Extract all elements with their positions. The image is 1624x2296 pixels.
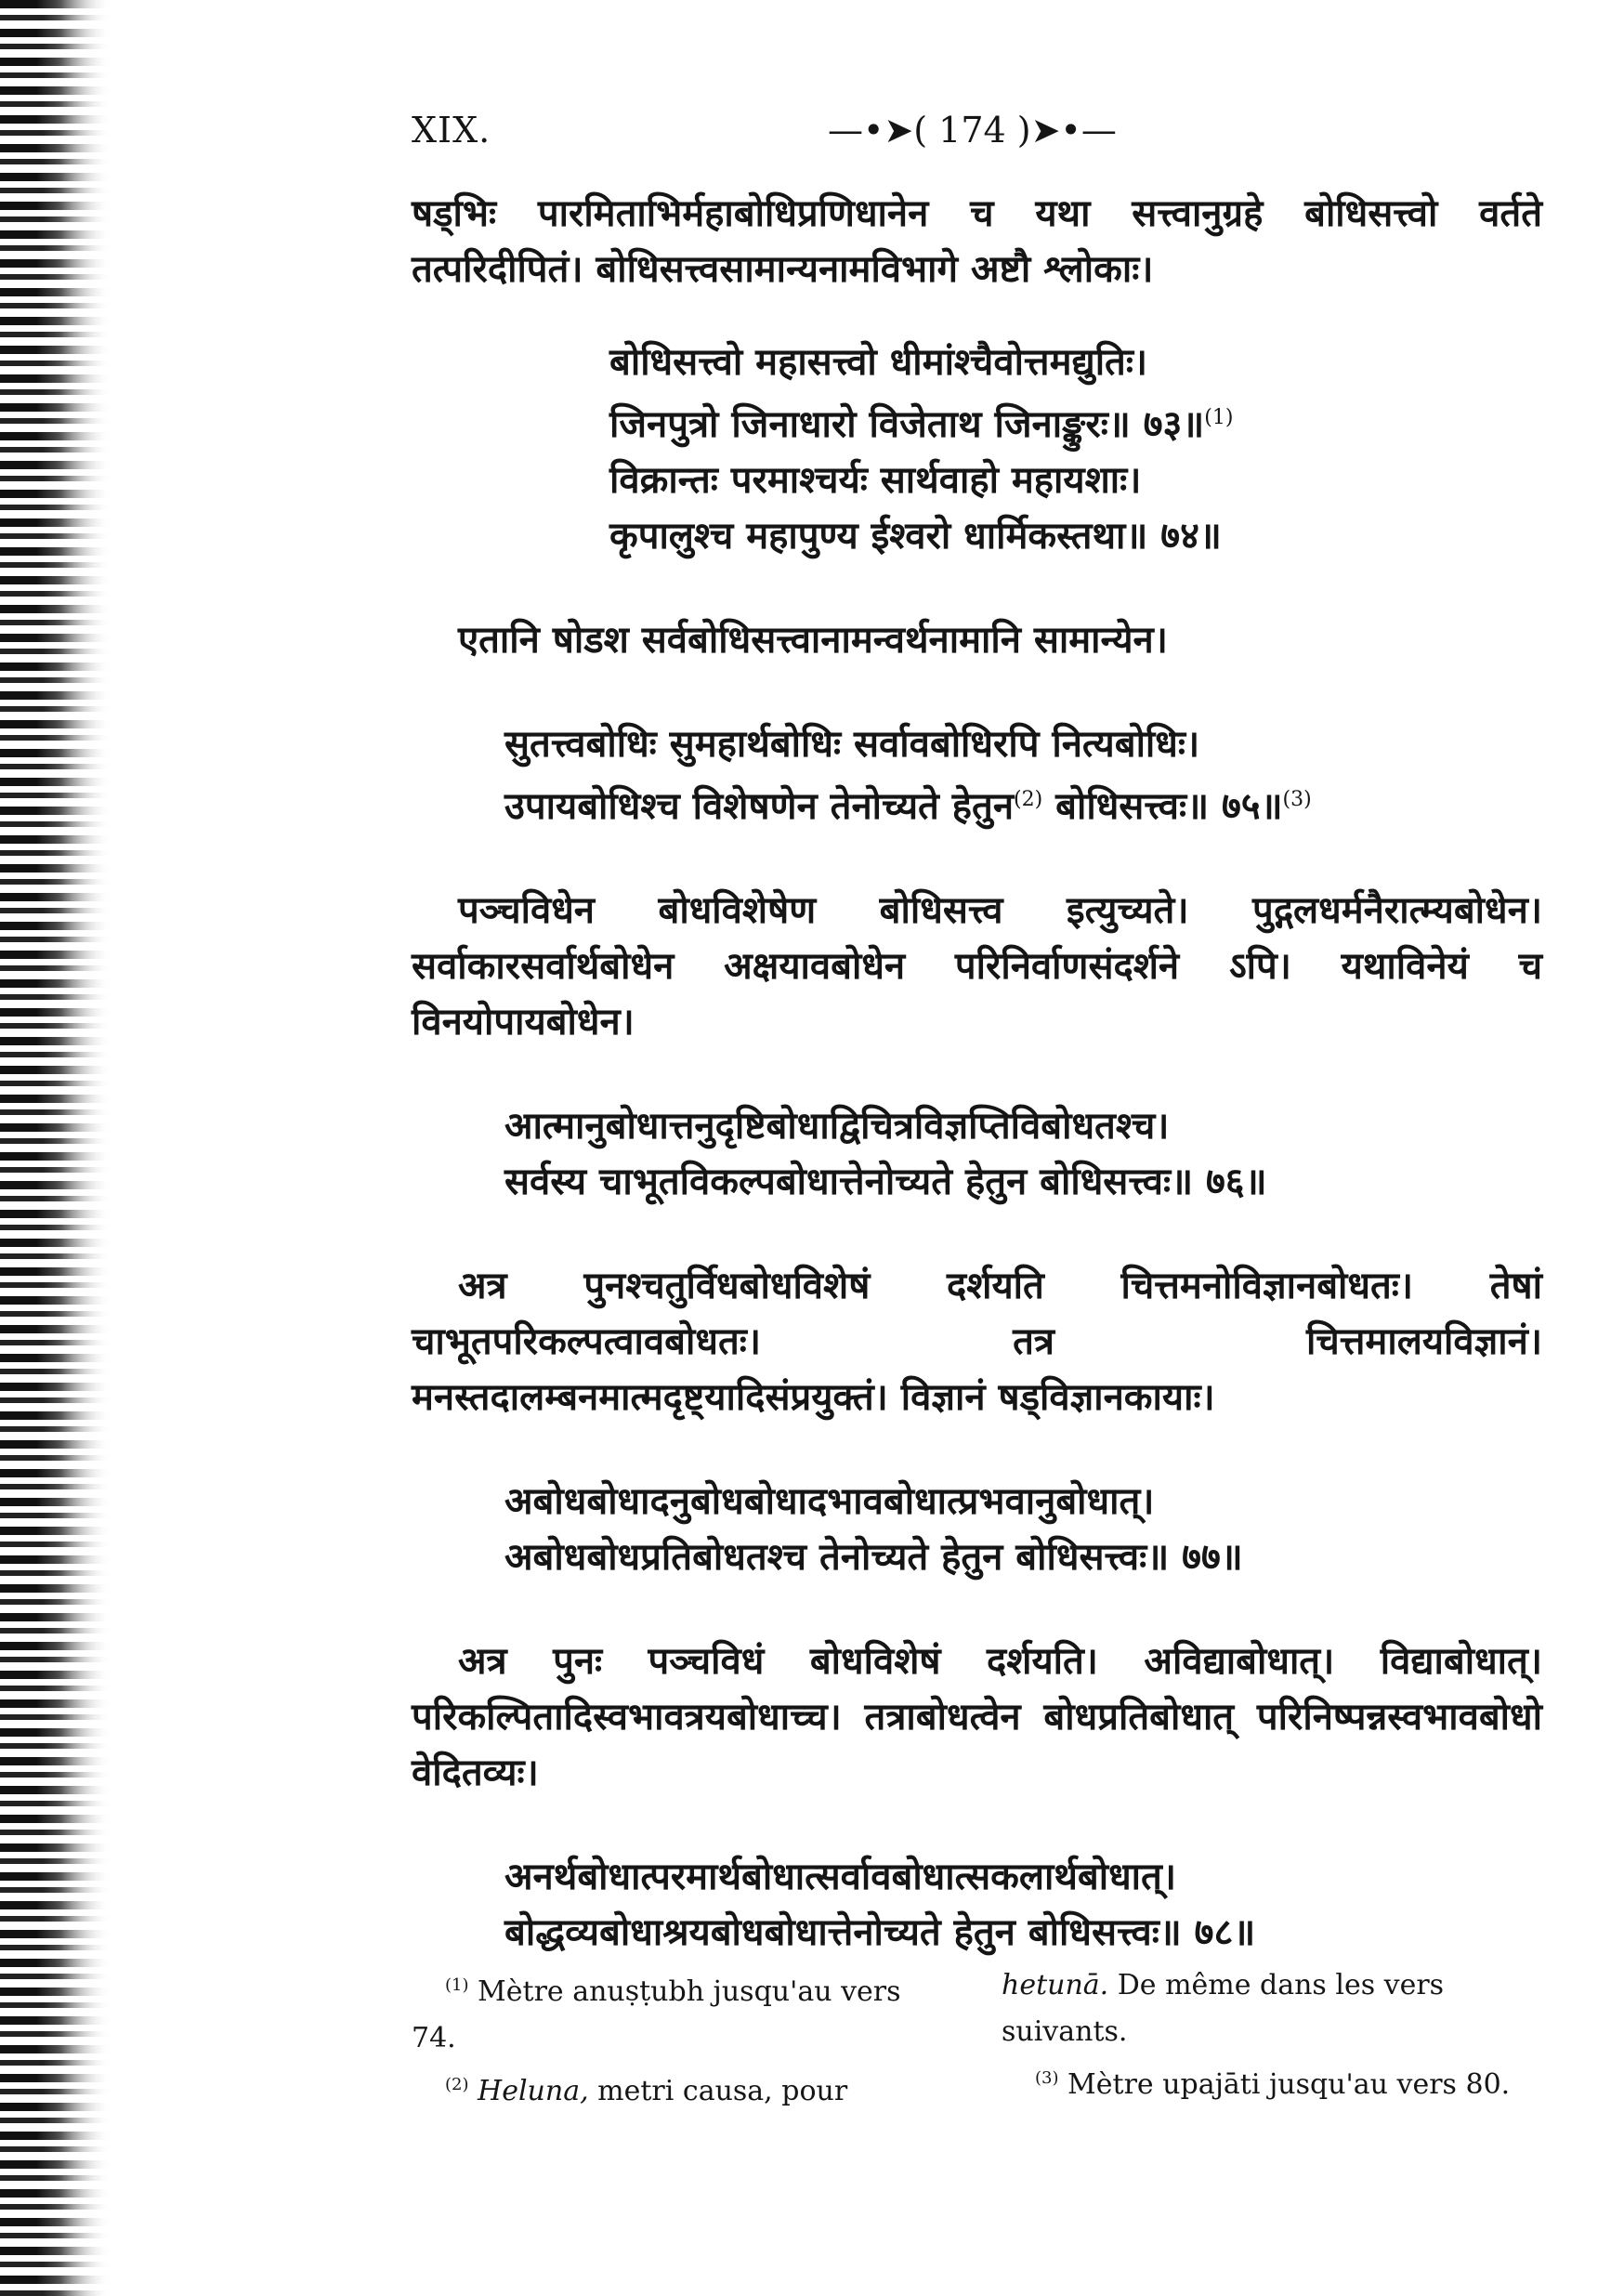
verse-line: विक्रान्तः परमाश्चर्यः सार्थवाहो महायशाः। (609, 459, 1142, 502)
verse-line: बोद्धव्यबोधाश्रयबोधबोधात्तेनोच्यते हेतुन बोधिसत्त्वः॥ ७८॥ (504, 1911, 1256, 1954)
footnote-3 (1002, 2055, 1540, 2108)
footnote-2-cont-term: hetunā. (1002, 1969, 1109, 2001)
footnote-2-continued (1002, 1962, 1540, 2055)
footnote-marker: (2) (1014, 788, 1043, 811)
footnote-1-mark: (1) (445, 1975, 469, 1995)
verse-block (412, 1474, 1542, 1585)
footnote-1 (412, 1962, 950, 2062)
verse-block (412, 1849, 1542, 1961)
prose-paragraph: अत्र पुनः पञ्चविधं बोधविशेषं दर्शयति। अविद्याबोधात्। विद्याबोधात्। परिकल्पितादिस्वभावत्रयबोधाच्च। तत्राबोधत्वेन बोधप्रतिबोधात् परिनिष्पन्नस्वभावबोधो वेदितव्यः। (412, 1640, 1542, 1794)
verse-line: सुतत्त्वबोधिः सुमहार्थबोधिः सर्वावबोधिरपि नित्यबोधिः। (504, 723, 1200, 766)
verse-line: आत्मानुबोधात्तनुदृष्टिबोधाद्विचित्रविज्ञप्तिविबोधतश्च। (504, 1105, 1170, 1148)
footnote-1-text: Mètre anuṣṭubh jusqu'au vers 74. (412, 1975, 901, 2054)
page-header (412, 110, 1542, 165)
footnote-marker: (1) (1204, 406, 1234, 429)
prose-paragraph: पञ्चविधेन बोधविशेषेण बोधिसत्त्व इत्युच्यते। पुद्गलधर्मनैरात्म्यबोधेन। सर्वाकारसर्वार्थबोधेन अक्षयावबोधेन परिनिर्वाणसंदर्शने ऽपि। यथाविनेयं च विनयोपायबोधेन। (412, 889, 1542, 1043)
verse-block (412, 1098, 1542, 1210)
verse-line: अनर्थबोधात्परमार्थबोधात्सर्वावबोधात्सकलार्थबोधात्। (504, 1856, 1176, 1898)
verse-line: जिनपुत्रो जिनाधारो विजेताथ जिनाङ्कुरः॥ ७३॥$^{(1)}$ (609, 403, 1234, 446)
prose-paragraph: षड्भिः पारमिताभिर्महाबोधिप्रणिधानेन च यथा सत्त्वानुग्रहे बोधिसत्त्वो वर्तते तत्परिदीपितं। बोधिसत्त्वसामान्यनामविभागे अष्टौ श्लोकाः। (412, 192, 1542, 291)
footnote-2-text: metri causa, pour (588, 2075, 848, 2107)
verse-line: सर्वस्य चाभूतविकल्पबोधात्तेनोच्यते हेतुन बोधिसत्त्वः॥ ७६॥ (504, 1161, 1267, 1203)
footnotes (412, 1962, 1542, 2139)
verse-block (412, 335, 1542, 564)
footnote-2-mark: (2) (445, 2075, 469, 2094)
footnote-2-term: Heluna, (478, 2075, 589, 2107)
page-body (412, 186, 1542, 1961)
footnote-3-text: Mètre upajāti jusqu'au vers 80. (1058, 2068, 1511, 2101)
verse-line: अबोधबोधादनुबोधबोधादभावबोधात्प्रभवानुबोधात्। (504, 1480, 1155, 1523)
page-number: —•➤( 174 )➤•— (828, 110, 1117, 151)
footnote-column-left (412, 1962, 950, 2115)
verse-block (412, 716, 1542, 834)
footnote-marker: (3) (1282, 788, 1312, 811)
prose-paragraph: एतानि षोडश सर्वबोधिसत्त्वानामन्वर्थनामानि सामान्येन। (458, 619, 1168, 662)
footnote-2-cont-text: De même dans les vers suivants. (1002, 1969, 1445, 2048)
verse-line: उपायबोधिश्च विशेषणेन तेनोच्यते हेतुन$^{(2)}$ बोधिसत्त्वः॥ ७५॥$^{(3)}$ (504, 785, 1312, 828)
footnote-3-mark: (3) (1035, 2068, 1059, 2088)
verse-line: कृपालुश्च महापुण्य ईश्वरो धार्मिकस्तथा॥ ७४॥ (609, 515, 1222, 558)
section-number: XIX. (412, 110, 491, 151)
verse-line: अबोधबोधप्रतिबोधतश्च तेनोच्यते हेतुन बोधिसत्त्वः॥ ७७॥ (504, 1536, 1243, 1579)
prose-paragraph: अत्र पुनश्चतुर्विधबोधविशेषं दर्शयति चित्तमनोविज्ञानबोधतः। तेषां चाभूतपरिकल्पत्वावबोधतः। तत्र चित्तमालयविज्ञानं। मनस्तदालम्बनमात्मदृष्ट्यादिसंप्रयुक्तं। विज्ञानं षड्विज्ञानकायाः। (412, 1265, 1542, 1419)
book-spine-edge (0, 0, 111, 2296)
footnote-column-right (1002, 1962, 1540, 2108)
verse-line: बोधिसत्त्वो महासत्त्वो धीमांश्चैवोत्तमद्युतिः। (609, 341, 1148, 384)
footnote-2 (412, 2062, 950, 2115)
